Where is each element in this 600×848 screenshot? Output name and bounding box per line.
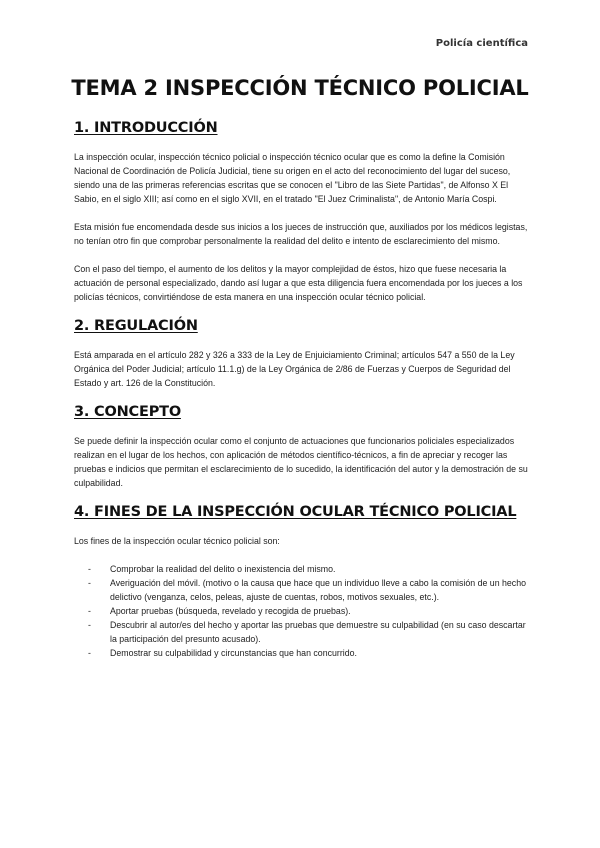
section-concepto bbox=[74, 404, 530, 490]
list-item-text: Averiguación del móvil. (motivo o la causa que hace que un individuo lleve a cabo la comisión de un hecho delictivo (venganza, celos, peleas, ajuste de cuentas, robos, motivos sexuales, etc.). bbox=[110, 578, 526, 602]
list-item-text: Comprobar la realidad del delito o inexistencia del mismo. bbox=[110, 564, 336, 574]
bullet-dash: - bbox=[88, 606, 91, 616]
section-fines bbox=[74, 504, 530, 660]
document-title: TEMA 2 INSPECCIÓN TÉCNICO POLICIAL bbox=[71, 76, 529, 100]
section-introduccion bbox=[74, 120, 530, 304]
bullet-dash: - bbox=[88, 620, 91, 630]
list-item bbox=[86, 618, 530, 646]
paragraph: Con el paso del tiempo, el aumento de los delitos y la mayor complejidad de éstos, hizo que fuese necesaria la actuación de personal especializado, dando así lugar a que esta diligencia fuera encomendada por los jueces a los policías técnicos, convirtiéndose de esta manera en una inspección ocular técnico policial. bbox=[74, 264, 523, 302]
section-heading-regulacion: 2. REGULACIÓN bbox=[74, 318, 198, 334]
list-item bbox=[86, 604, 530, 618]
paragraph: La inspección ocular, inspección técnico policial o inspección técnico ocular que es como la define la Comisión Nacional de Coordinación de Policía Judicial, tiene su origen en el acto del reconocimiento del lugar del suceso, siendo una de las primeras referencias escritas que se conocen el "Libro de las Siete Partidas", de Alfonso X El Sabio, en el siglo XIII; así como en el siglo XVII, en el tratado "El Juez Criminalista", de Antonio María Cospi. bbox=[74, 152, 511, 204]
running-header: Policía científica bbox=[435, 38, 528, 49]
bullet-dash: - bbox=[88, 578, 91, 588]
list-intro: Los fines de la inspección ocular técnico policial son: bbox=[74, 536, 280, 546]
section-heading-fines: 4. FINES DE LA INSPECCIÓN OCULAR TÉCNICO POLICIAL bbox=[74, 504, 517, 520]
paragraph: Se puede definir la inspección ocular como el conjunto de actuaciones que funcionarios policiales especializados realizan en el lugar de los hechos, con aplicación de métodos científico-técnicos, a fin de apreciar y recoger las pruebas e indicios que permitan el esclarecimiento de lo sucedido, la identificación del autor y la demostración de su culpabilidad. bbox=[74, 436, 528, 488]
paragraph: Esta misión fue encomendada desde sus inicios a los jueces de instrucción que, auxiliados por los médicos legistas, no tenían otro fin que comprobar personalmente la realidad del delito e intento de esclarecimiento del mismo. bbox=[74, 222, 528, 246]
document-body bbox=[74, 120, 530, 660]
paragraph: Está amparada en el artículo 282 y 326 a 333 de la Ley de Enjuiciamiento Criminal; artículos 547 a 550 de la Ley Orgánica del Poder Judicial; artículo 11.1.g) de la Ley Orgánica de 2/86 de Fuerzas y Cuerpos de Seguridad del Estado y art. 126 de la Constitución. bbox=[74, 350, 515, 388]
list-item-text: Descubrir al autor/es del hecho y aportar las pruebas que demuestre su culpabilidad (en su caso descartar la participación del presunto acusado). bbox=[110, 620, 526, 644]
section-heading-introduccion: 1. INTRODUCCIÓN bbox=[74, 120, 218, 136]
list-item bbox=[86, 562, 530, 576]
fines-list bbox=[74, 562, 530, 660]
section-regulacion bbox=[74, 318, 530, 390]
bullet-dash: - bbox=[88, 564, 91, 574]
list-item bbox=[86, 646, 530, 660]
list-item bbox=[86, 576, 530, 604]
list-item-text: Aportar pruebas (búsqueda, revelado y recogida de pruebas). bbox=[110, 606, 351, 616]
bullet-dash: - bbox=[88, 648, 91, 658]
section-heading-concepto: 3. CONCEPTO bbox=[74, 404, 181, 420]
list-item-text: Demostrar su culpabilidad y circunstancias que han concurrido. bbox=[110, 648, 357, 658]
